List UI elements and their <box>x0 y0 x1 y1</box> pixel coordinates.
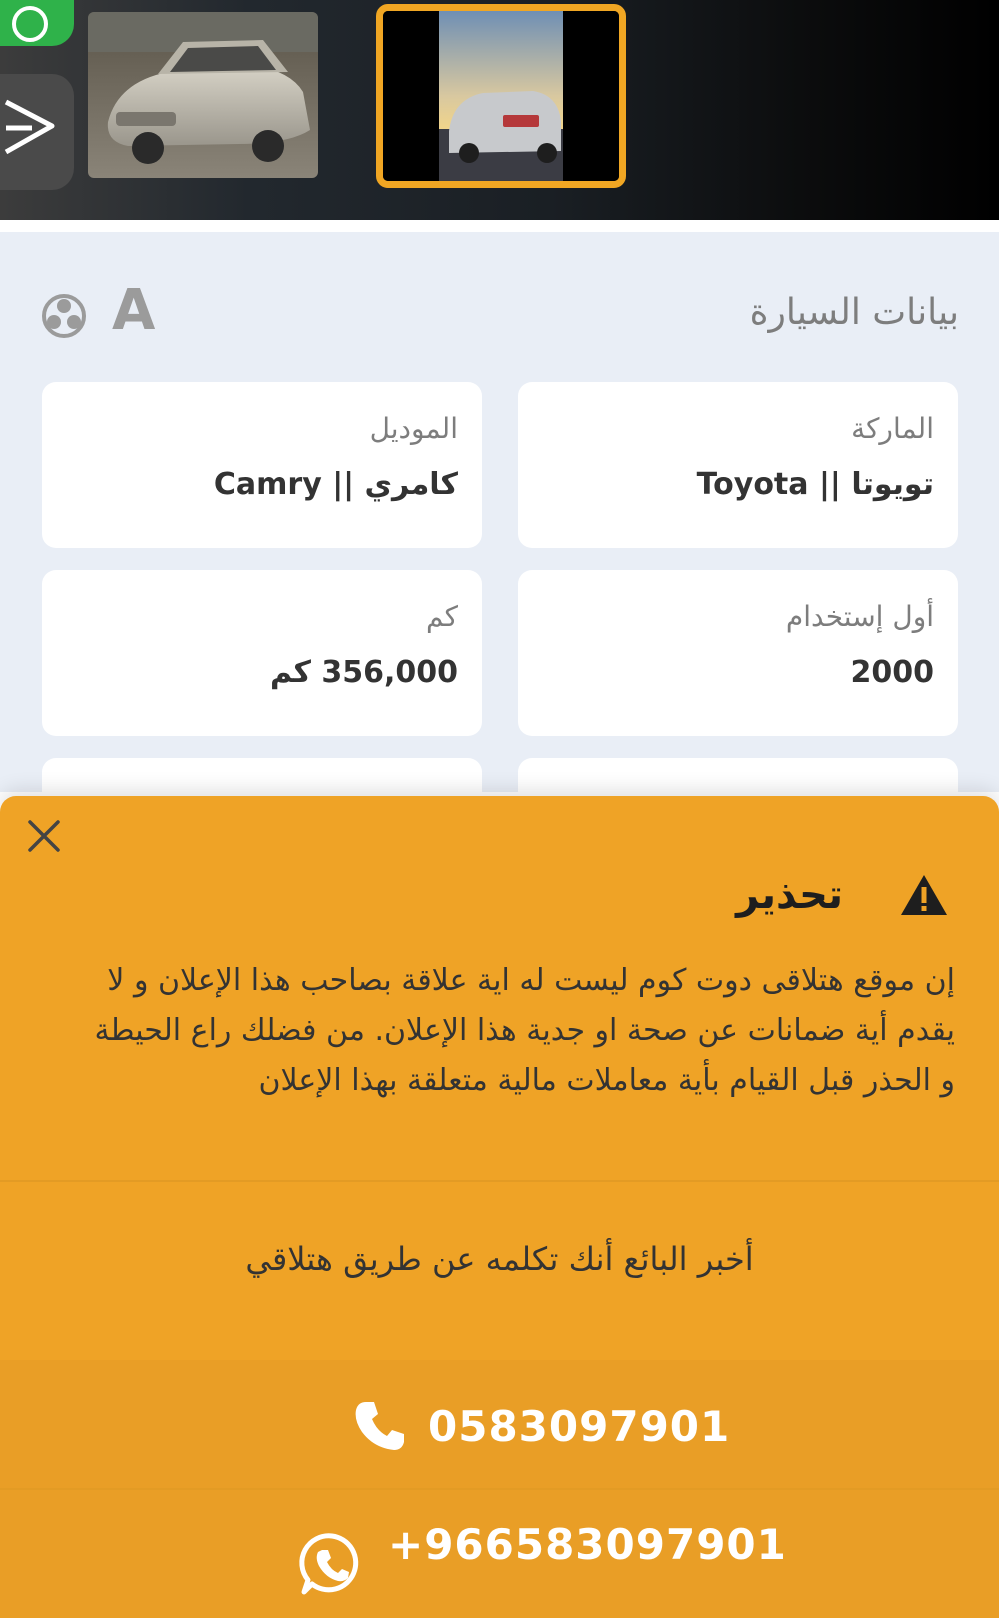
whatsapp-number: +966583097901 <box>388 1520 787 1569</box>
warning-message: إن موقع هتلاقى دوت كوم ليست له اية علاقة بصاحب هذا الإعلان و لا يقدم أية ضمانات عن صحة او جدية هذا الإعلان. من فضلك راع الحيطة و الحذر قبل القيام بأية معاملات مالية متعلقة بهذا الإعلان <box>94 963 955 1098</box>
car-photo-thumbnail <box>383 11 619 181</box>
field-brand <box>518 382 958 548</box>
field-value: تويوتا || Toyota <box>696 467 934 502</box>
warning-title: تحذير <box>736 872 843 918</box>
share-icon <box>2 96 58 166</box>
warning-triangle-icon <box>899 872 949 918</box>
car-details-title: بيانات السيارة <box>749 292 959 333</box>
whatsapp-icon <box>298 1530 366 1598</box>
share-button[interactable] <box>0 74 74 190</box>
field-first-use <box>518 570 958 736</box>
whatsapp-contact-button[interactable] <box>0 1490 999 1618</box>
whatsapp-share-button[interactable] <box>0 0 74 46</box>
car-details-panel <box>0 232 999 792</box>
whatsapp-icon <box>8 2 52 46</box>
car-photo-thumbnail <box>88 12 318 178</box>
tell-seller-note: أخبر البائع أنك تكلمه عن طريق هتلاقي <box>245 1240 754 1278</box>
image-gallery <box>0 0 999 220</box>
brand-letter: A <box>112 278 156 343</box>
gallery-thumbnail-1[interactable] <box>88 12 318 178</box>
field-label: كم <box>426 600 458 633</box>
phone-icon <box>352 1398 408 1454</box>
brand-logo-icon <box>40 292 88 340</box>
close-icon[interactable] <box>24 816 64 856</box>
field-value: 356,000 كم <box>269 655 458 690</box>
field-value: كامري || Camry <box>213 467 458 502</box>
divider <box>0 1180 999 1182</box>
call-phone-button[interactable] <box>0 1360 999 1488</box>
gallery-thumbnail-selected[interactable] <box>376 4 626 188</box>
warning-sheet <box>0 796 999 1618</box>
field-label: أول إستخدام <box>785 600 934 633</box>
field-label: الموديل <box>369 412 458 445</box>
field-mileage <box>42 570 482 736</box>
field-model <box>42 382 482 548</box>
phone-number: 0583097901 <box>428 1402 731 1451</box>
field-label: الماركة <box>851 412 934 445</box>
field-value: 2000 <box>850 655 934 690</box>
